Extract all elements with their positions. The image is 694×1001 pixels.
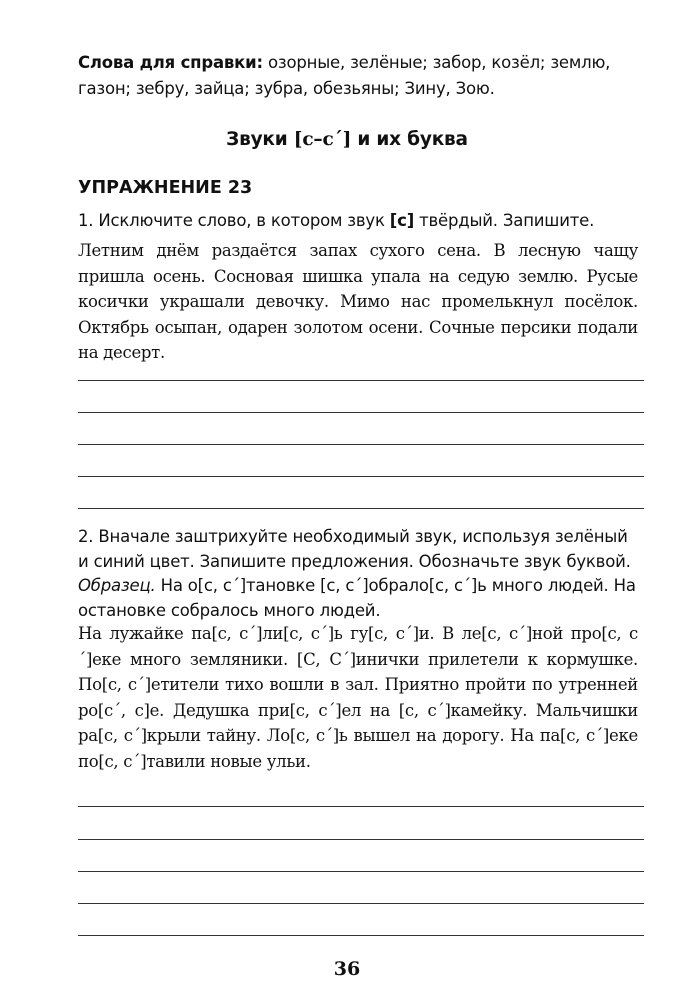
task1-text-a: Исключите слово, в котором звук xyxy=(93,211,390,230)
task1-text-b: твёрдый. Запишите. xyxy=(414,211,595,230)
task1-sound: [с] xyxy=(389,211,415,230)
answer-line[interactable] xyxy=(78,476,644,477)
task2-instruction-text: Вначале заштрихуйте необходимый звук, используя зелёный и синий цвет. Запишите предложения. Обозначьте звук буквой. xyxy=(78,527,631,571)
page-number: 36 xyxy=(333,958,361,980)
task2-text: На лужайке па[с, с´]ли[с, с´]ь гу[с, с´]и. В ле[с, с´]ной про[с, с´]еке много земляники. [С, С´]инички прилетели к кормушке. По[с, с´]етители тихо вошли в зал. Приятно пройти по утренней ро[с´, с]е. Дедушка при[с, с´]ел на [с, с´]камейку. Мальчишки ра[с, с´]крыли тайну. Ло[с, с´]ь вышел на дорогу. На па[с, с´]еке по[с, с´]тавили новые ульи. xyxy=(78,624,638,771)
answer-line[interactable] xyxy=(78,412,644,413)
section-title-before: Звуки xyxy=(226,129,294,150)
answer-line[interactable] xyxy=(78,806,644,807)
section-title-sound: [с–с´] xyxy=(293,129,352,150)
task1-text: Летним днём раздаётся запах сухого сена. В лесную чащу пришла осень. Сосновая шишка упала на седую землю. Русые косички украшали девочку. Мимо нас промелькнул посёлок. Октябрь осыпан, одарен золотом осени. Сочные персики подали на десерт. xyxy=(78,241,638,362)
reference-list: озорные, зелёные; забор, козёл; землю, газон; зебру, зайца; зубра, обезьяны; Зину, Зою. xyxy=(78,53,611,98)
answer-line[interactable] xyxy=(78,380,644,381)
answer-line[interactable] xyxy=(78,444,644,445)
exercise-heading: УПРАЖНЕНИЕ 23 xyxy=(78,178,253,198)
task2-number: 2. xyxy=(78,527,94,546)
answer-line[interactable] xyxy=(78,839,644,840)
reference-label: Слова для справки: xyxy=(78,53,263,72)
task1-instruction xyxy=(78,208,638,233)
answer-line[interactable] xyxy=(78,871,644,872)
answer-line[interactable] xyxy=(78,903,644,904)
reference-words xyxy=(78,50,634,102)
answer-line[interactable] xyxy=(78,935,644,936)
task2-instruction xyxy=(78,524,638,574)
answer-line[interactable] xyxy=(78,508,644,509)
section-title xyxy=(0,129,694,150)
task2-sample xyxy=(78,573,638,623)
sample-label: Образец. xyxy=(78,576,156,595)
sample-text: На о[с, с´]тановке [с, с´]обрало[с, с´]ь много людей. На остановке собралось много людей. xyxy=(78,576,636,620)
task1-number: 1. xyxy=(78,211,94,230)
section-title-after: и их буква xyxy=(351,129,468,150)
